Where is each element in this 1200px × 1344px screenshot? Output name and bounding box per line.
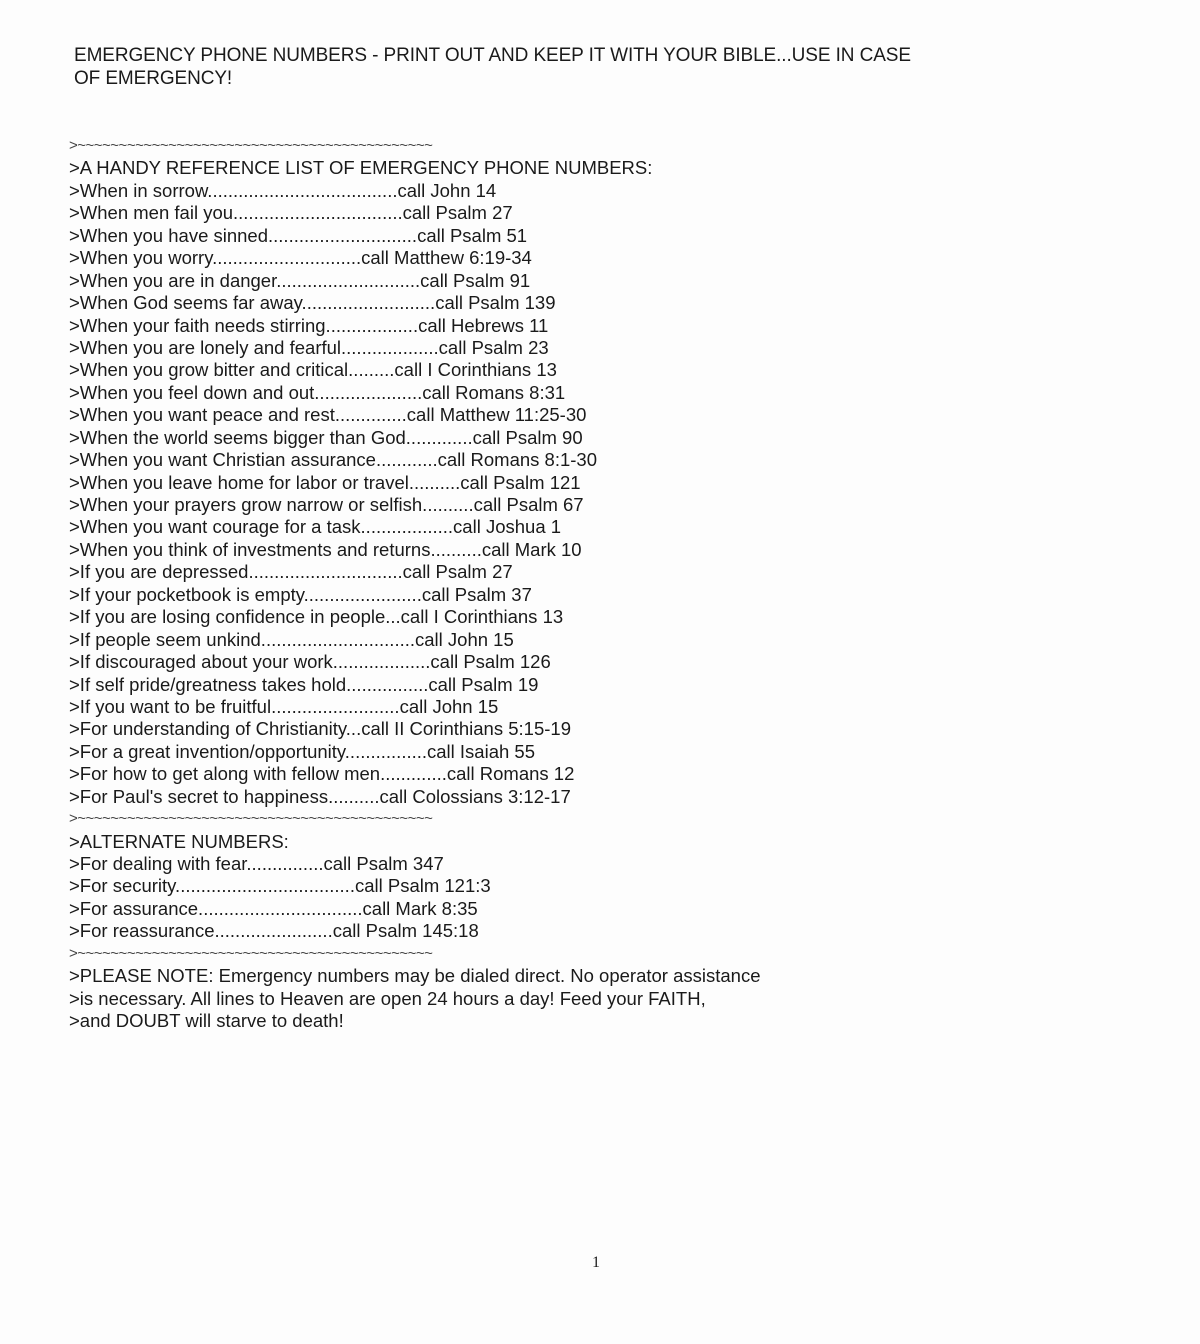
reference-list	[69, 180, 869, 808]
list-item: >For how to get along with fellow men.............call Romans 12	[69, 763, 575, 785]
list-item: >If you are losing confidence in people...call I Corinthians 13	[69, 606, 564, 628]
list-item: >When you feel down and out.....................call Romans 8:31	[69, 381, 566, 403]
separator-top: >~~~~~~~~~~~~~~~~~~~~~~~~~~~~~~~~~~~~~~~~~~~	[69, 137, 433, 154]
list-item: >When God seems far away..........................call Psalm 139	[69, 292, 556, 314]
list-item: >When in sorrow.....................................call John 14	[69, 179, 497, 201]
list-item: >When you want peace and rest..............call Matthew 11:25-30	[69, 404, 587, 426]
header-line-1: EMERGENCY PHONE NUMBERS - PRINT OUT AND KEEP IT WITH YOUR BIBLE...USE IN CASE	[74, 45, 911, 66]
emergency-list	[69, 135, 869, 1033]
list-item: >For assurance................................call Mark 8:35	[69, 897, 478, 919]
list-item: >When your faith needs stirring..................call Hebrews 11	[69, 314, 549, 336]
note-line: >PLEASE NOTE: Emergency numbers may be dialed direct. No operator assistance	[69, 965, 761, 987]
list-item: >When you want courage for a task..................call Joshua 1	[69, 516, 562, 538]
list-item: >If you are depressed..............................call Psalm 27	[69, 561, 513, 583]
list-item: >For a great invention/opportunity................call Isaiah 55	[69, 740, 536, 762]
list-item: >For dealing with fear...............call Psalm 347	[69, 853, 444, 874]
list-item: >When men fail you.................................call Psalm 27	[69, 202, 513, 224]
list-item: >When you think of investments and returns..........call Mark 10	[69, 538, 582, 560]
list-item: >When you worry.............................call Matthew 6:19-34	[69, 247, 532, 269]
list-item: >When you want Christian assurance............call Romans 8:1-30	[69, 449, 598, 471]
page-header	[74, 44, 974, 90]
list-item: >For reassurance.......................call Psalm 145:18	[69, 920, 479, 942]
reference-title: >A HANDY REFERENCE LIST OF EMERGENCY PHONE NUMBERS:	[69, 157, 653, 179]
note-block	[69, 965, 869, 1032]
list-item: >When the world seems bigger than God.............call Psalm 90	[69, 426, 583, 448]
list-item: >When you have sinned.............................call Psalm 51	[69, 224, 528, 246]
note-line: >is necessary. All lines to Heaven are open 24 hours a day! Feed your FAITH,	[69, 987, 706, 1009]
separator-middle: >~~~~~~~~~~~~~~~~~~~~~~~~~~~~~~~~~~~~~~~~~~~	[69, 810, 433, 828]
list-item: >If your pocketbook is empty.......................call Psalm 37	[69, 583, 532, 605]
list-item: >For security...................................call Psalm 121:3	[69, 875, 491, 897]
list-item: >If discouraged about your work...................call Psalm 126	[69, 651, 551, 673]
page-number: 1	[592, 1254, 600, 1271]
header-line-2: OF EMERGENCY!	[74, 68, 233, 89]
alternate-title: >ALTERNATE NUMBERS:	[69, 830, 289, 852]
list-item: >For Paul's secret to happiness..........call Colossians 3:12-17	[69, 785, 571, 807]
list-item: >When you are in danger............................call Psalm 91	[69, 269, 531, 291]
list-item: >If self pride/greatness takes hold................call Psalm 19	[69, 673, 539, 695]
list-item: >When your prayers grow narrow or selfish..........call Psalm 67	[69, 494, 584, 515]
note-line: >and DOUBT will starve to death!	[69, 1010, 344, 1032]
list-item: >If people seem unkind..............................call John 15	[69, 628, 514, 650]
list-item: >For understanding of Christianity...call II Corinthians 5:15-19	[69, 718, 571, 740]
list-item: >If you want to be fruitful.........................call John 15	[69, 695, 499, 717]
list-item: >When you leave home for labor or travel..........call Psalm 121	[69, 471, 581, 493]
alternate-list	[69, 853, 869, 943]
list-item: >When you are lonely and fearful...................call Psalm 23	[69, 336, 549, 358]
separator-bottom: >~~~~~~~~~~~~~~~~~~~~~~~~~~~~~~~~~~~~~~~~~~~	[69, 944, 433, 962]
list-item: >When you grow bitter and critical.........call I Corinthians 13	[69, 359, 557, 381]
